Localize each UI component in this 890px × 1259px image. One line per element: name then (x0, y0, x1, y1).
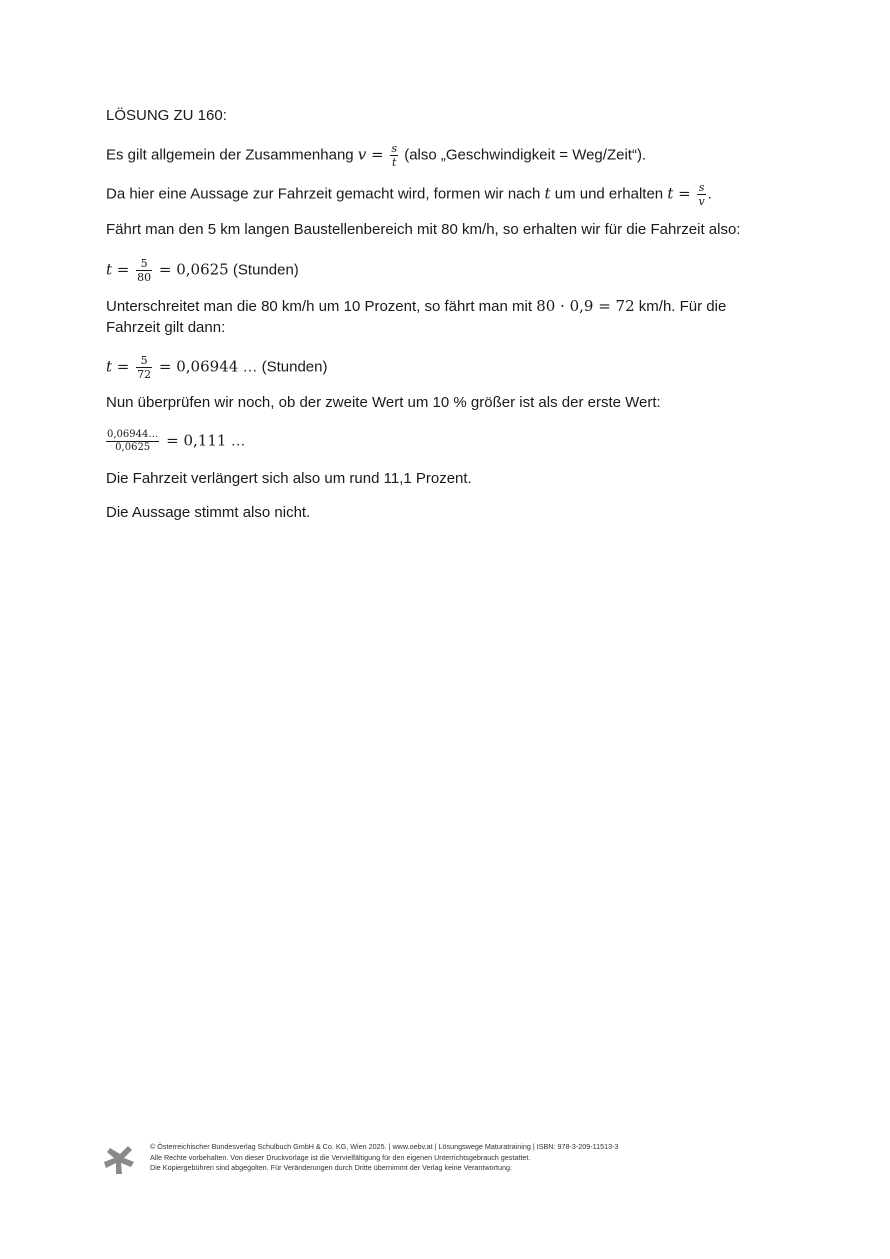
footer-text (150, 1142, 618, 1174)
footer-fees: Die Kopiergebühren sind abgegolten. Für Veränderungen durch Dritte übernimmt der Verlag keine Verantwortung. (150, 1163, 512, 1172)
fraction-5-over-80: $\frac{5}{80}$ (137, 257, 152, 284)
fraction-ratio: $\frac{0,06944\dots}{0,0625}$ (107, 429, 159, 453)
equation-time-80: t = $\frac{5}{80}$ = 0,0625 (Stunden) (106, 257, 299, 284)
paragraph-reduced-speed-cont: Fahrzeit gilt dann: (106, 319, 226, 336)
paragraph-reduced-speed: Unterschreitet man die 80 km/h um 10 Prozent, so fährt man mit 80 · 0,9 = 72 km/h. Für die (106, 297, 727, 315)
footer-copyright: © Österreichischer Bundesverlag Schulbuch GmbH & Co. KG, Wien 2025. | www.oebv.at | Lösungswege Maturatraining | ISBN: 978-3-209-11513-3 (150, 1142, 619, 1151)
paragraph-construction-zone: Fährt man den 5 km langen Baustellenbereich mit 80 km/h, so erhalten wir für die Fahrzeit also: (106, 221, 741, 238)
paragraph-rearrange: Da hier eine Aussage zur Fahrzeit gemacht wird, formen wir nach t um und erhalten t = $\frac{s}{v}$ . (106, 181, 712, 208)
fraction-s-over-v: $\frac{s}{v}$ (698, 181, 705, 208)
fraction-s-over-t: $\frac{s}{t}$ (391, 142, 398, 169)
equation-time-72: t = $\frac{5}{72}$ = 0,06944 … (Stunden) (106, 354, 328, 381)
solution-heading: LÖSUNG ZU 160: (106, 107, 227, 124)
paragraph-check: Nun überprüfen wir noch, ob der zweite Wert um 10 % größer ist als der erste Wert: (106, 394, 661, 411)
paragraph-relation: Es gilt allgemein der Zusammenhang v = $\frac{s}{t}$ (also „Geschwindigkeit = Weg/Zeit“). (106, 142, 647, 169)
paragraph-result: Die Fahrzeit verlängert sich also um rund 11,1 Prozent. (106, 470, 472, 487)
footer-rights: Alle Rechte vorbehalten. Von dieser Druckvorlage ist die Vervielfältigung für den eigenen Unterrichtsgebrauch gestattet. (150, 1152, 531, 1162)
equation-ratio: $\frac{0,06944\dots}{0,0625}$ = 0,111 … (107, 429, 246, 453)
paragraph-conclusion: Die Aussage stimmt also nicht. (106, 504, 311, 521)
publisher-logo-icon (104, 1144, 136, 1176)
fraction-5-over-72: $\frac{5}{72}$ (137, 354, 152, 381)
